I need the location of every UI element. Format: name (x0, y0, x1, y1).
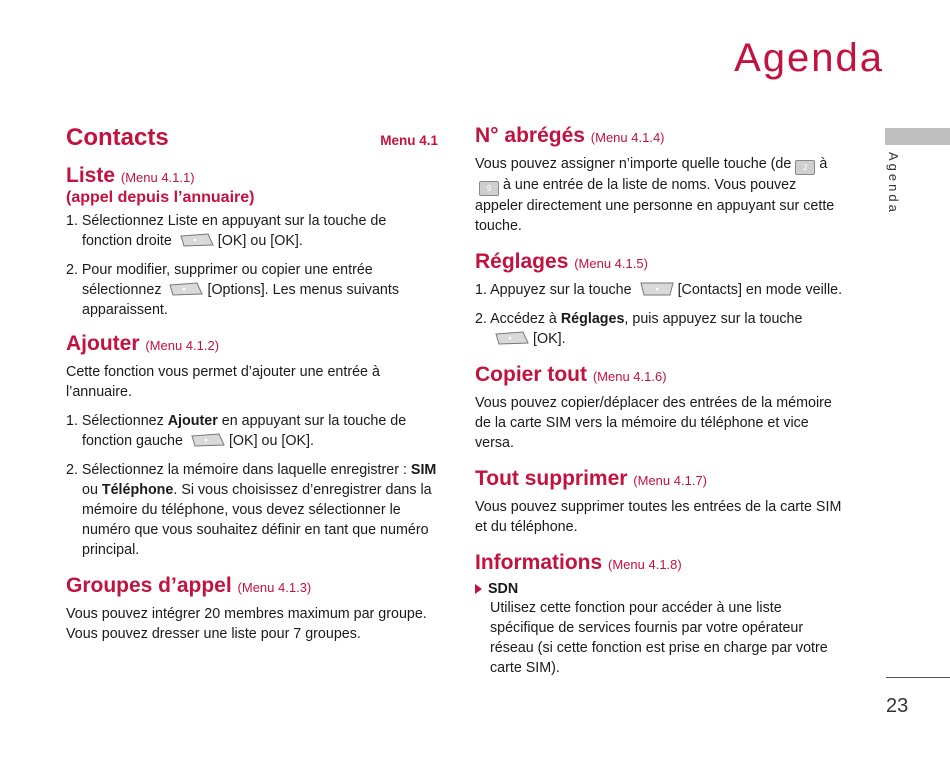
liste-menu-ref: (Menu 4.1.1) (120, 170, 195, 185)
liste-title: Liste (Menu 4.1.1) (66, 164, 195, 187)
abreges-section (475, 124, 845, 236)
copier-title: Copier tout (Menu 4.1.6) (475, 363, 667, 386)
key-9-icon: 9 (479, 181, 499, 196)
informations-menu-ref: (Menu 4.1.8) (608, 557, 682, 572)
list-item: 2. Accédez à Réglages, puis appuyez sur la touche [OK]. (475, 311, 803, 347)
reglages-menu-ref: (Menu 4.1.5) (574, 256, 648, 271)
left-softkey-icon (191, 433, 225, 447)
supprimer-text: Vous pouvez supprimer toutes les entrées de la carte SIM et du téléphone. (475, 499, 842, 535)
right-softkey-icon (169, 282, 203, 296)
copier-section (475, 363, 845, 453)
list-item: 2. Pour modifier, supprimer ou copier une entrée sélectionnez [Options]. Les menus suivants apparaissent. (66, 262, 399, 318)
contacts-menu-ref: Menu 4.1 (380, 133, 438, 148)
liste-subtitle: (appel depuis l’annuaire) (66, 189, 255, 206)
right-column (475, 124, 845, 678)
supprimer-section (475, 467, 845, 537)
ajouter-steps (66, 411, 438, 560)
contacts-title: Contacts (66, 124, 169, 151)
contacts-heading (66, 124, 438, 152)
liste-section (66, 164, 438, 320)
list-item: 1. Sélectionnez Liste en appuyant sur la touche de fonction droite [OK] ou [OK]. (66, 213, 387, 249)
page-title: Agenda (734, 36, 884, 80)
side-tab-marker (885, 128, 950, 145)
right-softkey-icon (495, 331, 529, 345)
copier-text: Vous pouvez copier/déplacer des entrées de la mémoire de la carte SIM vers la mémoire du téléphone et vice versa. (475, 395, 832, 451)
list-item: 1. Appuyez sur la touche [Contacts] en mode veille. (475, 282, 843, 298)
abreges-menu-ref: (Menu 4.1.4) (590, 130, 665, 145)
triangle-bullet-icon (475, 584, 482, 594)
left-column (66, 124, 438, 644)
right-softkey-icon (180, 233, 214, 247)
ajouter-menu-ref: (Menu 4.1.2) (145, 338, 220, 353)
list-item: 2. Sélectionnez la mémoire dans laquelle enregistrer : SIM ou Téléphone. Si vous choisissez d’enregistrer dans la mémoire du téléphone, vous devez sélectionner le numéro que vous souhaitez définir en tant que numéro principal. (66, 462, 437, 558)
groupes-text: Vous pouvez intégrer 20 membres maximum par groupe. Vous pouvez dresser une liste pour 7 groupes. (66, 606, 427, 642)
informations-text: Utilisez cette fonction pour accéder à une liste spécifique de services fournis par votre opérateur réseau (si cette fonction est prise en charge par votre carte SIM). (490, 600, 828, 676)
supprimer-menu-ref: (Menu 4.1.7) (633, 473, 707, 488)
side-label: Agenda (886, 152, 901, 215)
abreges-title: N° abrégés (Menu 4.1.4) (475, 124, 665, 147)
groupes-title: Groupes d’appel (Menu 4.1.3) (66, 574, 312, 597)
footer-rule (886, 677, 950, 678)
center-key-icon (640, 282, 674, 296)
ajouter-section (66, 332, 438, 560)
supprimer-title: Tout supprimer (Menu 4.1.7) (475, 467, 707, 490)
page-number: 23 (886, 695, 909, 717)
groupes-menu-ref: (Menu 4.1.3) (237, 580, 312, 595)
sdn-bullet (475, 581, 845, 597)
liste-steps (66, 211, 438, 320)
ajouter-title: Ajouter (Menu 4.1.2) (66, 332, 220, 355)
sdn-label: SDN (488, 581, 519, 597)
informations-section (475, 551, 845, 678)
ajouter-intro: Cette fonction vous permet d’ajouter une entrée à l’annuaire. (66, 364, 380, 400)
reglages-steps (475, 280, 845, 349)
groupes-section (66, 574, 438, 644)
informations-title: Informations (Menu 4.1.8) (475, 551, 682, 574)
reglages-title: Réglages (Menu 4.1.5) (475, 250, 648, 273)
list-item: 1. Sélectionnez Ajouter en appuyant sur la touche de fonction gauche [OK] ou [OK]. (66, 413, 407, 449)
copier-menu-ref: (Menu 4.1.6) (592, 369, 667, 384)
reglages-section (475, 250, 845, 349)
abreges-text: Vous pouvez assigner n’importe quelle touche (de 2 à 9 à une entrée de la liste de noms. Vous pouvez appeler directement une personne en appuyant sur cette touche. (475, 156, 835, 234)
key-2-icon: 2 (795, 160, 815, 175)
